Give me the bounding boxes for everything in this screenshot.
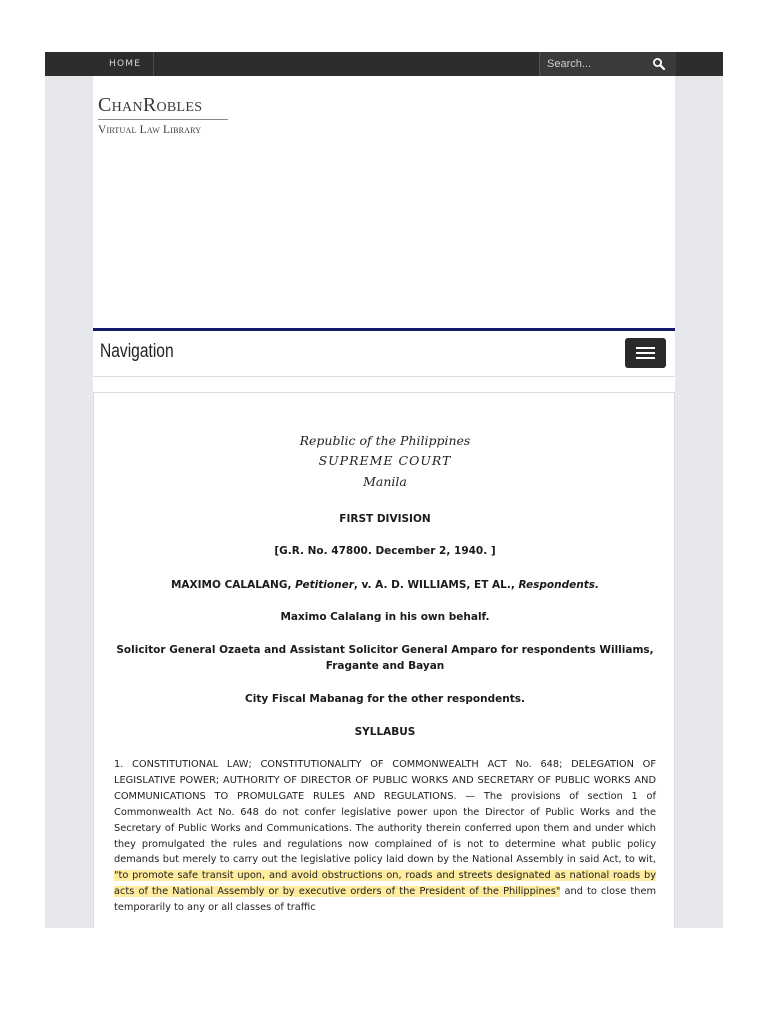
logo-divider bbox=[98, 119, 228, 124]
browser-viewport bbox=[45, 52, 723, 928]
top-navigation-bar bbox=[45, 52, 723, 76]
counsel-respondents-line2: Fragante and Bayan bbox=[325, 660, 445, 672]
search-box bbox=[539, 52, 676, 76]
case-title bbox=[94, 579, 676, 591]
search-icon[interactable] bbox=[652, 57, 666, 71]
city-heading: Manila bbox=[363, 474, 407, 489]
counsel-respondents-line1: Solicitor General Ozaeta and Assistant Solicitor General Amparo for respondents Williams, bbox=[116, 644, 654, 656]
syllabus-text: 1. CONSTITUTIONAL LAW; CONSTITUTIONALITY OF COMMONWEALTH ACT No. 648; DELEGATION OF LEGISLATIVE POWER; AUTHORITY OF DIRECTOR OF PUBLIC WORKS AND SECRETARY OF PUBLIC WORKS AND COMMUNICATIONS TO PROMULGATE RULES AND REGULATIONS. — The provisions of section 1 of Commonwealth Act No. 648 do not confer legislative power upon the Director of Public Works and the Secretary of Public Works and Communications. The authority therein conferred upon them and under which they promulgated the rules and regulations now complained of is not to determine what public policy demands but merely to carry out the legislative policy laid down by the National Assembly in said Act, to wit, bbox=[114, 759, 656, 866]
petitioner-role: Petitioner bbox=[295, 579, 354, 591]
navigation-bar bbox=[93, 328, 675, 377]
court-heading: SUPREME COURT bbox=[318, 453, 452, 468]
logo-subtitle: Virtual Law Library bbox=[98, 124, 202, 136]
logo-title: ChanRobles bbox=[98, 94, 203, 116]
petitioner-name: MAXIMO CALALANG, bbox=[170, 579, 292, 591]
navigation-title: Navigation bbox=[100, 341, 174, 362]
site-logo[interactable] bbox=[98, 94, 238, 144]
document-panel bbox=[93, 392, 675, 928]
versus-text: , v. A. D. WILLIAMS, ET AL., bbox=[353, 579, 515, 591]
division-heading: FIRST DIVISION bbox=[339, 513, 431, 525]
highlighted-quote: "to promote safe transit upon, and avoid obstructions on, roads and streets designated as national roads by acts of the National Assembly or by executive orders of the President of the Philippines" bbox=[114, 870, 656, 898]
case-number: [G.R. No. 47800. December 2, 1940. ] bbox=[274, 545, 496, 557]
counsel-others: City Fiscal Mabanag for the other respondents. bbox=[245, 693, 525, 705]
syllabus-heading: SYLLABUS bbox=[354, 726, 416, 738]
respondents-role: Respondents. bbox=[518, 579, 599, 591]
republic-heading: Republic of the Philippines bbox=[299, 433, 471, 448]
syllabus-text-continued: and to close them temporarily to any or all classes of traffic bbox=[114, 886, 657, 914]
menu-toggle-button[interactable] bbox=[625, 338, 666, 368]
home-link[interactable]: HOME bbox=[97, 52, 154, 76]
syllabus-paragraph bbox=[114, 757, 656, 916]
search-input[interactable] bbox=[544, 52, 654, 76]
counsel-petitioner: Maximo Calalang in his own behalf. bbox=[280, 611, 490, 623]
main-content bbox=[93, 76, 675, 928]
